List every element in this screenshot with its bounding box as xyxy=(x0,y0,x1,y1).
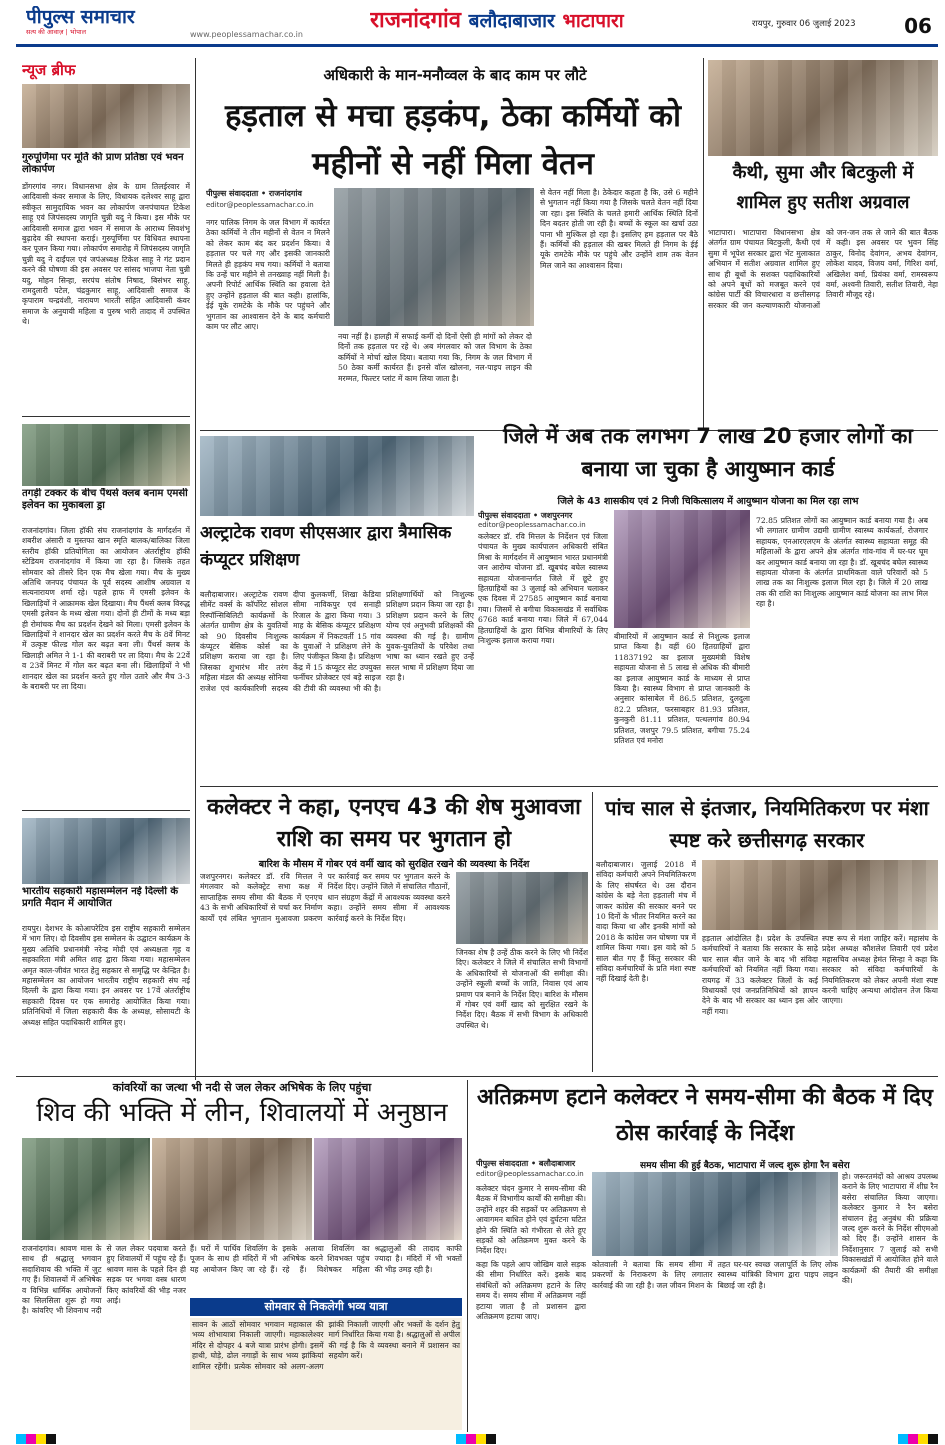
column-rule xyxy=(592,792,593,1072)
byline-place: जशपुरनगर xyxy=(540,511,573,520)
top-story-kicker: अधिकारी के मान-मनौव्वल के बाद काम पर लौटे xyxy=(323,66,587,84)
kanwar-headline: शिव की भक्ति में लीन, शिवालयों में अनुष्ठान xyxy=(36,1098,448,1128)
masthead xyxy=(0,0,945,50)
cmyk-mark xyxy=(456,1434,496,1444)
ultratech-headline: अल्ट्राटेक रावण सीएसआर द्वारा त्रैमासिक कंप्यूटर प्रशिक्षण xyxy=(200,523,452,570)
nh43-text-2: जिनका शेष है उन्हें ठीक करने के लिए भी निर्देश दिए। कलेक्टर ने जिले में संचालित सभी विभागों के अधिकारियों से योजनाओं की समीक्षा की। उन्होंने स्कूली बच्चों के जाति, निवास एवं आय प्रमाण पत्र बनाने के निर्देश दिए। बारिश के मौसम में गोबर एवं वर्मी खाद को सुरक्षित रखने के निर्देश दिए। बैठक में सभी विभाग के अधिकारी उपस्थित थे। xyxy=(456,948,588,1030)
byline-author: पीपुल्स संवाददाता xyxy=(476,1159,529,1168)
kanwar-text-1: राजनांदगांव। श्रावण मास के साथ ही श्रद्धालु भगवान सदाशिवाय की भक्ति में जुट गए हैं। शिवालयों में अभिषेक व विभिन्न धार्मिक आयोजनों का सिलसिला शुरू हो गया है। कांवरिए भी शिवनाथ नदी से जल लेकर पदयात्रा करते हुए शिवालयों में पहुंच रहे हैं। श्रावण मास के पहले दिन ही सड़क पर भगवा वस्त्र धारण किए कांवरियों की भीड़ नजर आई। xyxy=(22,1244,186,1316)
photo-ayushman-card-distribution xyxy=(614,510,750,628)
page-number: 06 xyxy=(904,14,932,38)
nh43-text-1: जशपुरनगर। कलेक्टर डॉ. रवि मित्तल ने मंगलवार को कलेक्ट्रेट सभा कक्ष में साप्ताहिक समय सीमा की बैठक में एनएच 43 के सभी अधिकारियों से चर्चा कर निर्माण कार्यों एवं लंबित भुगतान मुआवजा प्रकरण पर कार्रवाई कर समय पर भुगतान करने के निर्देश दिए। उन्होंने जिले में संचालित गौठानों, धान संग्रहण केंद्रों में आवश्यक व्यवस्था करने कहा। उन्होंने समय सीमा में आवश्यक कार्रवाई करने के निर्देश दिए। xyxy=(200,872,450,923)
photo-collectorate-meeting xyxy=(456,872,588,944)
photo-road-procession xyxy=(152,1138,312,1240)
ayushman-subhead: जिले के 43 शासकीय एवं 2 निजी चिकित्सालय में आयुष्मान योजना का मिल रहा लाभ xyxy=(557,496,859,507)
top-story-headline: हड़ताल से मचा हड़कंप, ठेका कर्मियों को महीनों से नहीं मिला वेतन xyxy=(224,98,682,182)
photo-strike-workers xyxy=(334,188,534,326)
encroach-headline: अतिक्रमण हटाने कलेक्टर ने समय-सीमा की बैठक में दिए ठोस कार्रवाई के निर्देश xyxy=(477,1085,933,1146)
news-brief-label: न्यूज ब्रीफ xyxy=(22,61,76,79)
photo-protest-gathering xyxy=(702,860,938,930)
ayushman-text-2: बीमारियों में आयुष्मान कार्ड से निशुल्क इलाज प्राप्त किया है। वहीं 60 हितग्राहियों द्वारा 11837192 का इलाज मुख्यमंत्री विशेष सहायता योजना से 5 लाख से अधिक की बीमारी का इलाज आयुष्मान कार्ड के माध्यम से प्राप्त किया है। स्वास्थ्य विभाग से प्राप्त जानकारी के अनुसार कांसाबेल में 86.5 प्रतिशत, दुलदुला 82.2 प्रतिशत, फरसाबहार 81.93 प्रतिशत, कुनकुरी 81.11 प्रतिशत, पत्थलगांव 80.94 प्रतिशत, जशपुर 79.5 प्रतिशत, बगीचा 75.24 प्रतिशत एवं मनोरा xyxy=(614,632,750,746)
header-rule xyxy=(16,44,938,47)
brief2-text: राजनांदगांव। जिला हॉकी संघ राजनांदगांव के मार्गदर्शन में शबरीश अंसारी व मुस्तफा खान स्मृति बालक/बालिका जिला स्तरीय हॉकी प्रतियोगिता का आयोजन अंतर्राष्ट्रीय हॉकी स्टेडियम राजनांदगांव में किया जा रहा है। जिसके तहत सोमवार को तीसरे दिन एक मैच खेला गया। मैच के मुख्य अतिथि जनपद पंचायत के पूर्व सदस्य आशीष अग्रवाल व सत्यनारायण शर्मा रहे। पहले हाफ में एमसी इलेवन के खिलाड़ियों ने आक्रामक खेल दिखाया। मैच पैंथर्स क्लब विरुद्ध एमसी इलेवन के मध्य खेला गया। दोनों ही टीमों के मध्य बड़ा ही रोमांचक मैच का प्रदर्शन देखने को मिला। एमसी इलेवन के खिलाड़ियों ने शानदार खेल का प्रदर्शन करते मैच के 8वें मिनट में उत्कृष्ट फील्ड गोल कर बढ़त बना ली। पैंथर्स क्लब के खिलाड़ी अमित ने 1-1 की बराबरी पर ला दिया। मैच के 22वें व 23वें मिनट में गोल कर बढ़त बना ली। खिलाड़ियों ने भी शानदार खेल का प्रदर्शन करते हुए गोल उतारे और मैच 3-3 के बराबरी पर ला दिया। xyxy=(22,526,190,692)
chhattisgarh-text-2: हड़ताल आंदोलित है। प्रदेश के उपस्थित कर्मचारियों ने बताया कि सरकार के साढ़े चार साल बीत जाने के बाद भी संविदा कर्मचारियों को नियमित नहीं किया गया। रायगढ़ में 33 कलेक्टर जिलों के कई विधायकों एवं जनप्रतिनिधियों को ज्ञापन देने के बाद भी सरकार का ध्यान इस ओर नहीं गया। xyxy=(702,934,818,1016)
photo-shivling-abhishek xyxy=(314,1138,462,1240)
kanwar-text-2: हैं। घरों में पार्थिव शिवलिंग के पूजन के साथ ही मंदिरों में भी यह आयोजन किए जा रहे हैं। इसके अलावा शिवलिंग का अभिषेक करने शिवभक्त पहुंच रहे हैं। विशेषकर महिला श्रद्धालुओं की तादाद काफी ज्यादा है। मंदिरों में भी भक्तों की भीड़ उमड़ रही है। xyxy=(190,1244,462,1274)
column-rule xyxy=(703,58,704,428)
encroach-text-3: कोतवाली ने बताया कि समय सीमा में प्रकरणों के निराकरण के लिए लगातार कार्रवाई की जा रही है। जल जीवन मिशन के तहत घर-घर स्वच्छ जलापूर्ति के लिए लोक स्वास्थ्य यांत्रिकी विभाग द्वारा पाइप लाइन बिछाई जा रही है। xyxy=(592,1260,838,1290)
column-rule xyxy=(195,58,196,1080)
divider xyxy=(16,1076,938,1077)
logo xyxy=(26,6,186,40)
column-rule xyxy=(467,1080,468,1432)
brief1-text: डोंगरगांव नगर। विधानसभा क्षेत्र के ग्राम तिलईरवार में आदिवासी कंवर समाज के लिए, विधायक दलेश्वर साहू द्वारा स्वीकृत सामुदायिक भवन का लोकार्पण जनपंचायत टिकेश साहू एवं जिपंसदस्य जागृति चुन्नी यदु ने किया। इस मौके पर आदिवासी समाज द्वारा भवन में समाज के आराध्य सिवशंभू बुढ़ादेव की स्थापना कराई। गुरुपूर्णिमा पर विधिवत स्थापना कर पूजन किया गया। लोकार्पण समारोह में जिपंसदस्य जागृति चुन्नी यदु ने दाईंपल एवं जपंअध्यक्ष टिकेश साहू ने गंट प्रदान करने की घोषणा की इस अवसर पर सांसद भाजपा नेता चुन्नी यदु, मोहन सिन्हा, सरपंच संतोष निषाद, बिसंभर साहू, रामदुलारी पटेल, चंद्रकुमार साहू, आदिवासी समाज के कृपाराम चन्द्रवंशी, नारायण भारती सहित आदिवासी कंवर समाज के अनुयायी महिला व पुरुष भारी तादाद में उपस्थित थे। xyxy=(22,182,190,327)
ayushman-byline: पीपुल्स संवाददाता • जशपुरनगर xyxy=(478,511,573,520)
encroach-byline: पीपुल्स संवाददाता • बलौदाबाजार xyxy=(476,1159,576,1168)
registration-marks xyxy=(16,1434,938,1444)
chhattisgarh-text-3: स्पष्ट रूप से मंशा जाहिर करें। महासंघ के प्रदेश अध्यक्ष कौशलेश तिवारी एवं प्रदेश महासचिव अध्यक्ष हेमंत सिन्हा ने कहा कि सरकार को संविदा कर्मचारियों के नियमितिकरण को लेकर अपनी मंशा स्पष्ट करनी चाहिए अन्यथा आंदोलन तेज किया जाएगा। xyxy=(822,934,938,1006)
city-balodabazar: बलौदाबाजार xyxy=(468,10,555,32)
brief2-caption: तगड़ी टक्कर के बीच पैंथर्स क्लब बनाम एमसी इलेवन का मुकाबला ड्रा xyxy=(22,488,188,511)
byline-author: पीपुल्स संवाददाता xyxy=(478,511,531,520)
encroach-text-4: हो। जरूरतमंदों को आश्रय उपलब्ध कराने के लिए भाटापारा में शीघ्र रैन बसेरा संचालित किया जाएगा। कलेक्टर कुमार ने रैन बसेरा संचालन हेतु अनुबंध की प्रक्रिया जल्द शुरू करने के निर्देश सीएमओ को दिए हैं। उन्होंने शासन के निर्देशानुसार 7 जुलाई को सभी विकासखंडों में आयोजित होने वाले कार्यक्रमों की तैयारी की समीक्षा की। xyxy=(842,1172,938,1286)
encroach-text-1: कलेक्टर चंदन कुमार ने समय-सीमा की बैठक में विभागीय कार्यों की समीक्षा की। उन्होंने शहर की सड़कों पर अतिक्रमण से आवागमन बाधित होने एवं दुर्घटना घटित होने की स्थिति को गंभीरता से लेते हुए सड़कों को अतिक्रमण मुक्त करने के निर्देश दिए। xyxy=(476,1184,586,1256)
photo-time-limit-meeting xyxy=(592,1172,838,1256)
top-story-byline: पीपुल्स संवाददाता • राजनांदगांव xyxy=(206,189,302,198)
city-bhatapara: भाटापारा xyxy=(562,10,624,32)
agarwal-text: भाटापारा। भाटापारा विधानसभा क्षेत्र अंतर्गत ग्राम पंचायत बिटकुली, कैथी एवं सुमा में भूपेश सरकार द्वारा भेंट मुलाकात अभियान में सतीश अग्रवाल शामिल हुए साथ ही बूथों के सशक्त पदाधिकारियों को अपने बूथों को मजबूत करने एवं कांग्रेस पार्टी की विचारधारा व छत्तीसगढ़ सरकार की जन कल्याणकारी योजनाओं को जन-जन तक ले जाने की बात बैठक में कही। इस अवसर पर भुवन सिंह ठाकुर, विनोद देवांगन, अभय देवांगन, लोकेश यादव, विजय वर्मा, गिरिश वर्मा, अखिलेश वर्मा, प्रियंका वर्मा, रामस्वरूप वर्मा, अश्वनी तिवारी, सतीश तिवारी, नेहा तिवारी मौजूद रहे। xyxy=(708,228,938,310)
photo-office-meeting xyxy=(200,436,474,516)
logo-tagline: सत्य की आवाज़ | भोपाल xyxy=(26,28,86,36)
ayushman-headline: जिले में अब तक लगभग 7 लाख 20 हजार लोगों का बनाया जा चुका है आयुष्मान कार्ड xyxy=(503,424,913,481)
top-story-text-1: नगर पालिक निगम के जल विभाग में कार्यरत ठेका कर्मियों ने तीन महीनों से वेतन न मिलने को लेकर काम बंद कर प्रदर्शन किया। वे हड़ताल पर चले गए और इसकी जानकारी मिलते ही हड़कंप मच गया। कर्मियों ने बताया कि उन्हें चार महीने से तनख्वाह नहीं मिली है। अपनी रिपोर्ट आर्थिक स्थिति का हवाला देते हुए उन्होंने हड़ताल की बात कही। हालांकि, ईई यूके रामटेके के मौके पर पहुंचने और भुगतान का आश्वासन देने के बाद कर्मचारी काम पर लौट आए। xyxy=(206,218,330,332)
nh43-headline: कलेक्टर ने कहा, एनएच 43 की शेष मुआवजा राशि का समय पर भुगतान हो xyxy=(207,795,581,852)
nh43-subhead: बारिश के मौसम में गोबर एवं वर्मी खाद को सुरक्षित रखने की व्यवस्था के निर्देश xyxy=(258,859,530,870)
byline-author: पीपुल्स संवाददाता xyxy=(206,189,259,198)
cmyk-mark xyxy=(16,1434,56,1444)
photo-cooperative-conference xyxy=(22,818,190,884)
kanwar-kicker: कांवरियों का जत्था भी नदी से जल लेकर अभिषेक के लिए पहुंचा xyxy=(112,1081,372,1094)
ayushman-text-3: 72.85 प्रतिशत लोगों का आयुष्मान कार्ड बनाया गया है। अब भी लगातार ग्रामीण उद्यमी ग्रामीण स्वास्थ्य कार्यकर्ता, रोजगार सहायक, एनआरएलएम के अंतर्गत स्वास्थ्य सहायता समूह की महिलाओं के द्वारा अपने क्षेत्र अंतर्गत गांव-गांव में घर-घर घूम कर आयुष्मान कार्ड बनाया जा रहा है। डॉ. खूबचंद बघेल स्वास्थ्य सहायता योजना के अंतर्गत प्राथमिकता वाले परिवारों को 5 लाख तक का निःशुल्क इलाज मिल रहा है। जिले में 20 लाख तक की राशि का निःशुल्क आयुष्मान कार्ड योजना का लाभ मिल रहा है। xyxy=(756,516,928,609)
encroach-subhead: समय सीमा की हुई बैठक, भाटापारा में जल्द शुरू होगा रैन बसेरा xyxy=(640,1161,850,1171)
encroach-text-2: कहा कि पहले आप जोखिम वाले सड़क की सीमा निर्धारित करें। इसके बाद संबंधितों को अतिक्रमण हटाने के लिए समय दें। समय सीमा में अतिक्रमण नहीं हटाया जाता है तो प्रशासन द्वारा अतिक्रमण हटाया जाए। xyxy=(476,1260,586,1322)
divider xyxy=(200,786,938,787)
kanwar-box-title: सोमवार से निकलेगी भव्य यात्रा xyxy=(190,1298,462,1316)
top-story-email[interactable]: editor@peoplessamachar.co.in xyxy=(206,201,314,209)
top-story-text-2: नया नहीं है। हालही में सफाई कर्मी दो दिनों ऐसी ही मांगों को लेकर दो दिनों तक हड़ताल पर रहे थे। अब मंगलवार को जल विभाग के ठेका कर्मियों ने मोर्चा खोल दिया। बताया गया कि, निगम के जल विभाग में 50 ठेका कर्मी कार्यरत हैं। इनसे वॉल खोलना, नल-पाइप लाइन की मरम्मत, फिल्टर प्लांट में काम लिया जाता है। xyxy=(338,332,532,383)
brief3-text: रायपुर। देशभर के कोआपरेटिव इस राष्ट्रीय सहकारी सम्मेलन में भाग लिए। दो दिवसीय इस सम्मेलन के उद्घाटन कार्यक्रम के मुख्य अतिथि प्रधानमंत्री नरेन्द्र मोदी एवं अध्यक्षता गृह व सहकारिता मंत्री अमित शाह द्वारा किया गया। महासम्मेलन अमृत काल-जीवंत भारत हेतु सहकार से समृद्धि पर केन्द्रित है। महासम्मेलन का आयोजन भारतीय राष्ट्रीय सहकारी संघ नई दिल्ली के द्वारा किया गया। इन अवसर पर 17वें अंतर्राष्ट्रीय सहकारी दिवस पर एक समारोह आयोजित किया गया। प्रतिनिधियों में जिला सहकारी बैंक के अध्यक्ष, सोसायटी के अध्यक्ष सहित पदाधिकारी शामिल हुए। xyxy=(22,924,190,1027)
kanwar-box-text: सावन के आठों सोमवार भगवान महाकाल की भव्य शोभायात्रा निकाली जाएगी। महाकालेश्वर मंदिर से दोपहर 4 बजे यात्रा प्रारंभ होगी। इसमें हाथी, घोड़े, ढोल नगाड़ों के साथ भव्य झांकियां शामिल रहेंगी। प्रत्येक सोमवार को अलग-अलग झांकी निकाली जाएगी और भक्तों के दर्शन हेतु मार्ग निर्धारित किया गया है। श्रद्धालुओं से अपील की गई है कि वे व्यवस्था बनाने में प्रशासन का सहयोग करें। xyxy=(190,1318,462,1430)
divider xyxy=(22,810,190,811)
brief3-caption: भारतीय सहकारी महासम्मेलन नई दिल्ली के प्रगति मैदान में आयोजित xyxy=(22,886,179,909)
logo-text: पीपुल्स समाचार xyxy=(26,6,135,28)
byline-place: राजनांदगांव xyxy=(268,189,302,198)
photo-guru-purnima xyxy=(22,84,190,148)
photo-hockey-team xyxy=(22,424,190,486)
top-story-text-3: से वेतन नहीं मिला है। ठेकेदार कहता है कि, उसे 6 महीने से भुगतान नहीं किया गया है जिसके चलते वेतन नहीं दिया जा रहा। इस स्थिति के चलते हमारी आर्थिक स्थिति दिनों दिन बदतर होती जा रही है। बच्चों के स्कूल का खर्चा उठा पाना भी मुश्किल हो रहा है। इसलिए हम हड़ताल पर बैठे हैं। कर्मियों की हड़ताल की खबर मिलते ही निगम के ईई यूके रामटेके मौके पर पहुंचे और उन्होंने शाम तक वेतन मिल जाने का आश्वासन दिया। xyxy=(540,188,698,270)
encroach-email[interactable]: editor@peoplessamachar.co.in xyxy=(476,1170,584,1178)
photo-satish-agarwal-meeting xyxy=(708,60,938,156)
city-rajnandgaon: राजनांदगांव xyxy=(370,8,461,33)
issue-date: रायपुर, गुरुवार 06 जुलाई 2023 xyxy=(752,19,856,29)
cmyk-mark xyxy=(898,1434,938,1444)
ultratech-text: बलौदाबाजार। अल्ट्राटेक रावण सीमेंट वर्क्स के कॉर्पोरेट सोशल रिस्पॉन्सिबिलिटी कार्यक्रमों के अंतर्गत ग्रामीण क्षेत्र के युवतियों को 90 दिवसीय निःशुल्क कंप्यूटर बेसिक कोर्स का प्रशिक्षण कराया जा रहा है। जिसका शुभारंभ मीर तरंग महिला मंडल की अध्यक्ष सोनिया राजेश एवं कार्यकारिणी सदस्य दीपा कुलकर्णी, शिखा केडिया सीमा नाविकपुर एवं सनाही रिजाल के द्वारा किया गया। 3 माह के बेसिक कंप्यूटर प्रशिक्षण कार्यक्रम में निकटवर्ती 15 गांव के युवाओं ने प्रशिक्षण लेने के लिए पंजीकृत किया है। प्रशिक्षण केंद्र में 15 कंप्यूटर सेट उपयुक्त फर्नीचर प्रोजेक्टर एवं बड़े साइज की टीवी की व्यवस्था भी की है। प्रशिक्षणार्थियों को निःशुल्क प्रशिक्षण प्रदान किया जा रहा है। प्रशिक्षण प्रदान करने के लिए योग्य एवं अनुभवी प्रशिक्षकों की व्यवस्था की गई है। ग्रामीण युवक-युवतियों के परिवेश तथा भाषा का ध्यान रखते हुए उन्हें सरल भाषा में प्रशिक्षण दिया जा रहा है। xyxy=(200,590,474,693)
divider xyxy=(22,416,190,417)
chhattisgarh-headline: पांच साल से इंतजार, नियमितिकरण पर मंशा स्पष्ट करे छत्तीसगढ़ सरकार xyxy=(605,796,929,852)
website-link[interactable]: www.peoplessamachar.co.in xyxy=(190,30,303,39)
agarwal-headline: कैथी, सुमा और बिटकुली में शामिल हुए सतीश अग्रवाल xyxy=(732,162,914,213)
ayushman-email[interactable]: editor@peoplessamachar.co.in xyxy=(478,521,586,529)
edition-cities xyxy=(370,4,700,38)
brief1-caption: गुरुपूर्णिमा पर मूर्ति की प्राण प्रतिष्ठा एवं भवन लोकार्पण xyxy=(22,152,184,175)
photo-kanwar-yatra xyxy=(22,1138,150,1240)
ayushman-text-1: कलेक्टर डॉ. रवि मित्तल के निर्देशन एवं जिला पंचायत के मुख्य कार्यपालन अधिकारी संबित मिश्रा के मार्गदर्शन में आयुष्मान भारत प्रधानमंत्री जन आरोग्य योजना डॉ. खूबचंद बघेल स्वास्थ्य सहायता योजनान्तर्गत जिले में छूटे हुए हितग्राहियों का 3 जुलाई को अभियान चलाकर एक दिवस में 27585 आयुष्मान कार्ड बनाया गया। जिसमें से बगीचा विकासखंड में सर्वाधिक 6768 कार्ड बनाया गया। जिले में 67,044 हितग्राहियों के द्वारा विभिन्न बीमारियों के लिए निःशुल्क इलाज कराया गया। xyxy=(478,532,608,646)
byline-place: बलौदाबाजार xyxy=(538,1159,576,1168)
chhattisgarh-text-1: बलौदाबाजार। जुलाई 2018 में संविदा कर्मचारी अपने नियमितिकरण के लिए संघर्षरत थे। उस दौरान कांग्रेस के बड़े नेता हड़ताली मंच में जाकर कांग्रेस की सरकार बनने पर 10 दिनों के भीतर नियमित करने का वादा किया था और इनकी मांगों को 2018 के कांग्रेस जन घोषणा पत्र में शामिल किया गया। इस वादे को 5 साल बीत गए हैं किंतु सरकार की संविदा कर्मचारियों के प्रति मंशा स्पष्ट नहीं दिखाई देती है। xyxy=(596,860,696,984)
